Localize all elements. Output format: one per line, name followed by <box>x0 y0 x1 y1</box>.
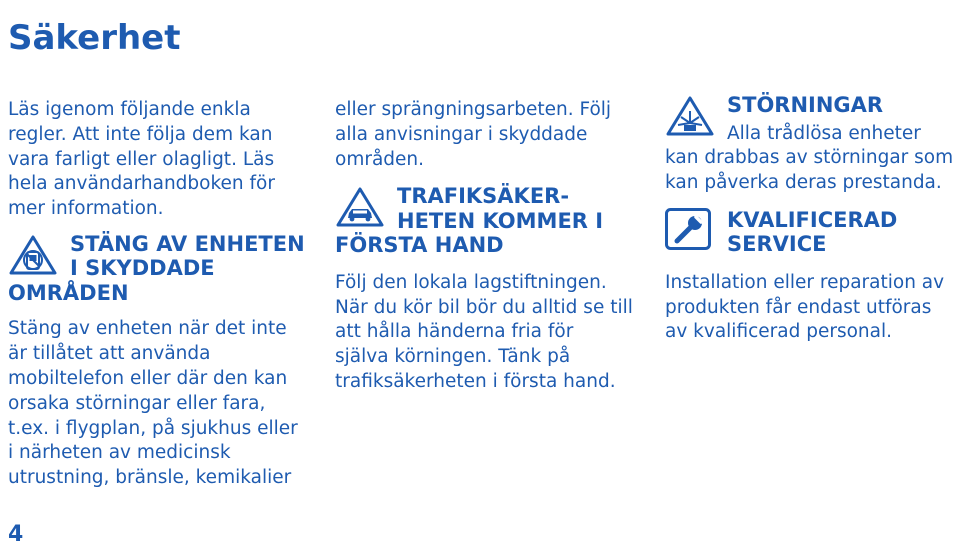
intro-line: regler. Att inte följa dem kan <box>8 123 273 145</box>
column-1 <box>8 98 308 491</box>
body-line: att hålla händerna fria för <box>335 321 574 343</box>
heading-line: KVALIFICERAD <box>727 207 898 232</box>
car-warning-icon <box>335 186 385 228</box>
restricted-section <box>8 232 308 491</box>
body-line: eller sprängningsarbeten. Följ <box>335 99 612 120</box>
service-body <box>665 271 957 345</box>
body-line: av kvalificerad personal. <box>665 321 892 343</box>
body-line: Stäng av enheten när det inte <box>8 318 287 340</box>
body-line: är tillåtet att använda <box>8 343 211 365</box>
intro-line: mer information. <box>8 198 164 220</box>
interference-warning-icon <box>665 95 715 137</box>
body-line: produkten får endast utföras <box>665 296 932 318</box>
wrench-icon <box>665 208 711 250</box>
restricted-area-icon <box>8 234 58 276</box>
interference-section <box>665 93 957 196</box>
column-3 <box>665 93 957 345</box>
body-line: Följ den lokala lagstiftningen. <box>335 271 607 293</box>
body-line: Alla trådlösa enheter <box>727 122 921 144</box>
heading-line: FÖRSTA HAND <box>335 233 504 258</box>
body-line: När du kör bil bör du alltid se till <box>335 296 633 318</box>
intro-line: hela användarhandboken för <box>8 173 275 195</box>
body-line: alla anvisningar i skyddade <box>335 123 588 145</box>
heading-line: HETEN KOMMER I <box>397 208 604 233</box>
body-line: t.ex. i flygplan, på sjukhus eller <box>8 417 298 439</box>
body-line: Installation eller reparation av <box>665 271 945 293</box>
body-line: utrustning, bränsle, kemikalier <box>8 467 292 489</box>
heading-line: I SKYDDADE <box>70 256 215 281</box>
body-line: själva körningen. Tänk på <box>335 346 571 368</box>
body-line: mobiltelefon eller där den kan <box>8 368 288 390</box>
heading-line: OMRÅDEN <box>8 280 129 305</box>
page-title: Säkerhet <box>8 18 181 58</box>
body-line: kan påverka deras prestanda. <box>665 172 942 194</box>
traffic-section <box>335 184 635 394</box>
heading-line: TRAFIKSÄKER- <box>397 184 570 209</box>
column-2 <box>335 98 635 395</box>
body-line: i närheten av medicinsk <box>8 442 231 464</box>
page-number: 4 <box>8 522 24 547</box>
body-line: orsaka störningar eller fara, <box>8 392 266 414</box>
heading-line: STÖRNINGAR <box>727 93 884 117</box>
heading-line: SERVICE <box>727 232 827 257</box>
service-section <box>665 208 957 345</box>
intro-line: vara farligt eller olagligt. Läs <box>8 148 275 170</box>
intro-line: Läs igenom följande enkla <box>8 99 251 120</box>
restricted-body <box>8 317 308 491</box>
intro-paragraph <box>8 98 308 222</box>
restricted-body-continued <box>335 98 635 172</box>
body-line: kan drabbas av störningar som <box>665 147 954 169</box>
heading-line: STÄNG AV ENHETEN <box>70 231 305 256</box>
body-line: områden. <box>335 148 425 170</box>
body-line: trafiksäkerheten i första hand. <box>335 371 616 393</box>
traffic-body <box>335 271 635 395</box>
